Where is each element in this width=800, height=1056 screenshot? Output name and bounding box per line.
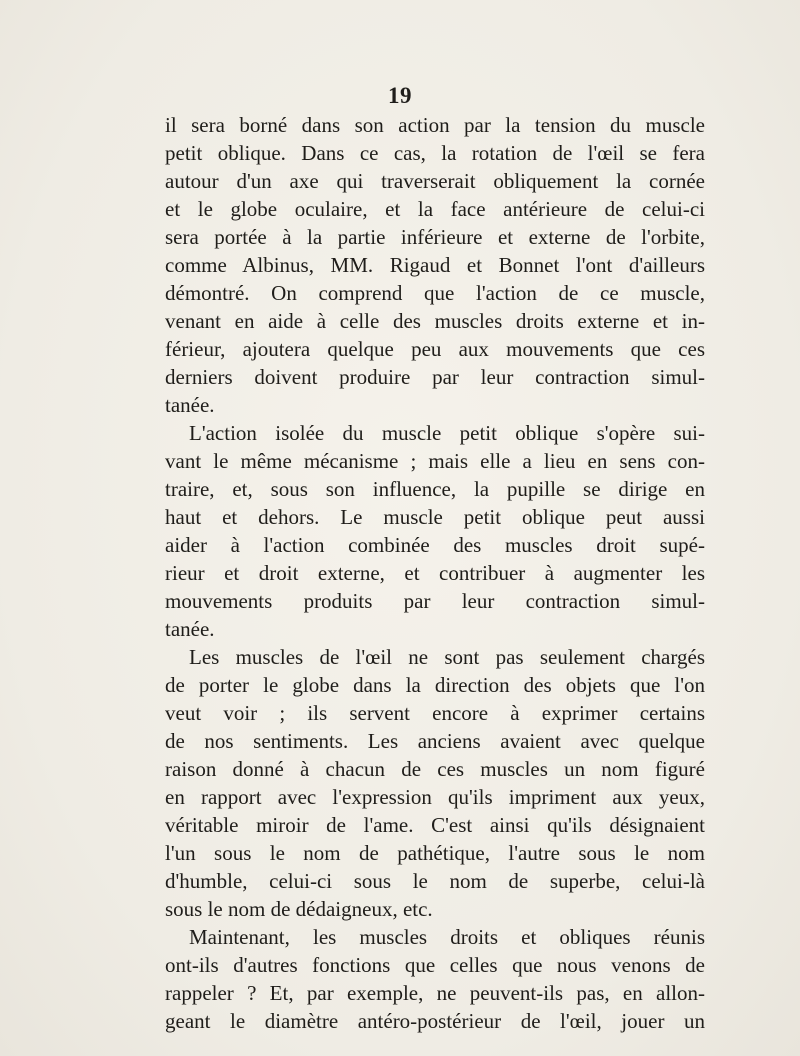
text-line-paragraph-end: tanée. — [165, 393, 215, 417]
text-line: et le globe oculaire, et la face antérieure de celui-ci — [165, 197, 705, 221]
text-line-paragraph-start: Les muscles de l'œil ne sont pas seulement chargés — [189, 645, 705, 669]
text-line: comme Albinus, MM. Rigaud et Bonnet l'ont d'ailleurs — [165, 253, 705, 277]
text-line: de nos sentiments. Les anciens avaient avec quelque — [165, 729, 705, 753]
text-line: veut voir ; ils servent encore à exprimer certains — [165, 701, 705, 725]
text-line: en rapport avec l'expression qu'ils impriment aux yeux, — [165, 785, 705, 809]
text-line: aider à l'action combinée des muscles droit supé- — [165, 533, 705, 557]
text-line-paragraph-start: L'action isolée du muscle petit oblique s'opère sui- — [189, 421, 705, 445]
text-line: férieur, ajoutera quelque peu aux mouvements que ces — [165, 337, 705, 361]
text-line: petit oblique. Dans ce cas, la rotation de l'œil se fera — [165, 141, 705, 165]
page-number: 19 — [388, 83, 412, 108]
text-line: raison donné à chacun de ces muscles un nom figuré — [165, 757, 705, 781]
text-line: rieur et droit externe, et contribuer à augmenter les — [165, 561, 705, 585]
text-line: venant en aide à celle des muscles droits externe et in- — [165, 309, 705, 333]
text-line: traire, et, sous son influence, la pupille se dirige en — [165, 477, 705, 501]
text-line: haut et dehors. Le muscle petit oblique peut aussi — [165, 505, 705, 529]
text-line: derniers doivent produire par leur contraction simul- — [165, 365, 705, 389]
text-line-paragraph-start: Maintenant, les muscles droits et obliques réunis — [189, 925, 705, 949]
text-line: sera portée à la partie inférieure et externe de l'orbite, — [165, 225, 705, 249]
text-line: mouvements produits par leur contraction simul- — [165, 589, 705, 613]
text-line: vant le même mécanisme ; mais elle a lieu en sens con- — [165, 449, 705, 473]
text-line-paragraph-end: tanée. — [165, 617, 215, 641]
text-line: rappeler ? Et, par exemple, ne peuvent-ils pas, en allon- — [165, 981, 705, 1005]
text-line: de porter le globe dans la direction des objets que l'on — [165, 673, 705, 697]
text-line: ont-ils d'autres fonctions que celles que nous venons de — [165, 953, 705, 977]
text-line: l'un sous le nom de pathétique, l'autre sous le nom — [165, 841, 705, 865]
text-line: autour d'un axe qui traverserait obliquement la cornée — [165, 169, 705, 193]
text-line: démontré. On comprend que l'action de ce muscle, — [165, 281, 705, 305]
text-line: d'humble, celui-ci sous le nom de superbe, celui-là — [165, 869, 705, 893]
text-line: geant le diamètre antéro-postérieur de l'œil, jouer un — [165, 1009, 705, 1033]
text-line: véritable miroir de l'ame. C'est ainsi qu'ils désignaient — [165, 813, 705, 837]
body-text — [165, 111, 705, 1035]
text-line: il sera borné dans son action par la tension du muscle — [165, 113, 705, 137]
text-line-paragraph-end: sous le nom de dédaigneux, etc. — [165, 897, 433, 921]
